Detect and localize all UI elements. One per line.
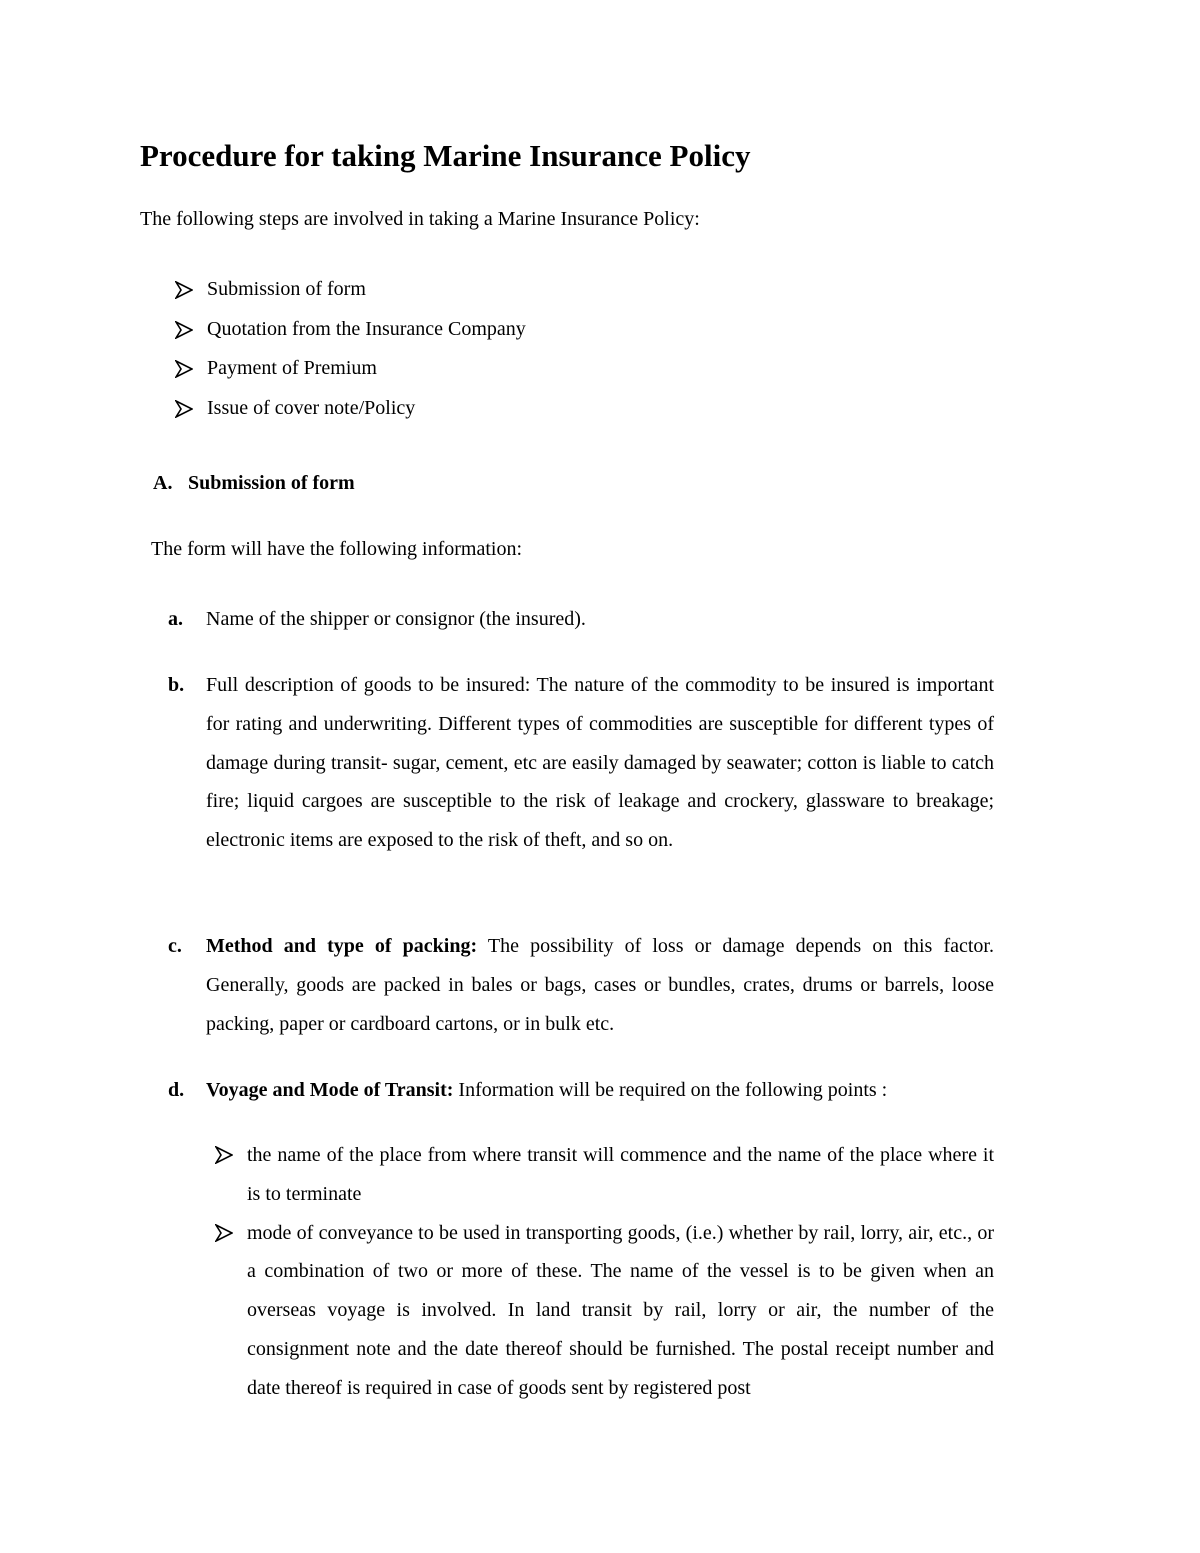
info-item-a <box>168 600 994 639</box>
list-item <box>175 349 526 389</box>
item-bold-lead: Method and type of packing: <box>206 935 478 957</box>
item-text: Full description of goods to be insured: The nature of the commodity to be insured is important for rating and underwriting. Different types of commodities are susceptible for different types of damage during transit- sugar, cement, etc are easily damaged by seawater; cotton is liable to catch fire; liquid cargoes are susceptible to the risk of leakage and crockery, glassware to breakage; electronic items are exposed to the risk of theft, and so on. <box>206 674 994 852</box>
item-body <box>206 1071 994 1110</box>
list-item <box>175 270 526 310</box>
item-bold-lead: Voyage and Mode of Transit: <box>206 1079 454 1101</box>
page-title: Procedure for taking Marine Insurance Policy <box>140 138 751 173</box>
intro-paragraph: The following steps are involved in taking a Marine Insurance Policy: <box>140 208 700 230</box>
transit-point-text: mode of conveyance to be used in transporting goods, (i.e.) whether by rail, lorry, air, etc., or a combination of two or more of these. The name of the vessel is to be given when an overseas voyage is involved. In land transit by rail, lorry or air, the number of the consignment note and the date thereof should be furnished. The postal receipt number and date thereof is required in case of goods sent by registered post <box>247 1221 994 1399</box>
info-item-d <box>168 1071 994 1110</box>
item-label: a. <box>168 608 183 630</box>
arrowhead-bullet-icon <box>215 1224 247 1242</box>
section-letter: A. <box>153 472 173 494</box>
list-item <box>175 389 526 429</box>
item-label: d. <box>168 1079 185 1101</box>
step-label: Quotation from the Insurance Company <box>207 317 526 340</box>
step-label: Submission of form <box>207 278 366 300</box>
list-item <box>175 310 526 350</box>
info-item-c <box>168 927 994 1043</box>
arrowhead-bullet-icon <box>215 1146 247 1164</box>
item-body <box>206 927 994 1043</box>
item-text: Name of the shipper or consignor (the insured). <box>206 608 586 630</box>
section-heading <box>153 472 355 495</box>
transit-point-text: the name of the place from where transit will commence and the name of the place where it is to terminate <box>247 1144 994 1205</box>
item-text: Information will be required on the following points : <box>453 1079 888 1101</box>
arrowhead-bullet-icon <box>175 281 207 299</box>
list-item <box>215 1136 994 1214</box>
item-label: b. <box>168 674 185 696</box>
item-text: The possibility of loss or damage depends on this factor. Generally, goods are packed in bales or bags, cases or bundles, crates, drums or barrels, loose packing, paper or cardboard cartons, or in bulk etc. <box>206 935 994 1035</box>
arrowhead-bullet-icon <box>175 360 207 378</box>
list-item <box>215 1214 994 1408</box>
section-heading-text: Submission of form <box>188 472 355 494</box>
info-item-b <box>168 666 994 860</box>
transit-points-list <box>215 1136 994 1408</box>
arrowhead-bullet-icon <box>175 321 207 339</box>
step-label: Issue of cover note/Policy <box>207 396 416 419</box>
form-intro-paragraph: The form will have the following information: <box>151 538 523 560</box>
arrowhead-bullet-icon <box>175 400 207 418</box>
step-label: Payment of Premium <box>207 357 377 379</box>
steps-list <box>175 270 526 428</box>
item-label: c. <box>168 935 182 957</box>
